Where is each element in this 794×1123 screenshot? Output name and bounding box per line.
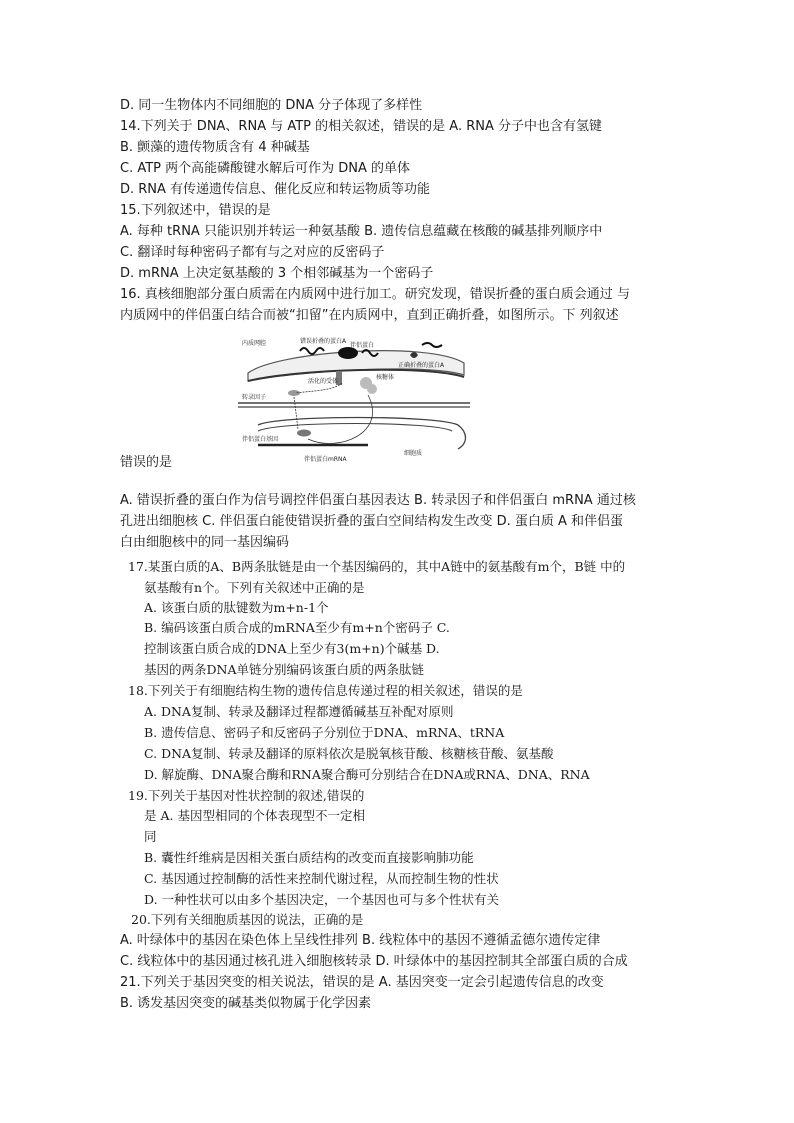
text-line: 20.下列有关细胞质基因的说法，正确的是 [131,912,364,927]
text-line: 14.下列关于 DNA、RNA 与 ATP 的相关叙述，错误的是 A. RNA 分子中也含有氢键 [120,119,602,134]
label-ribosome: 核糖体 [376,374,395,381]
text-line: 同 [144,829,157,844]
text-line: 孔进出细胞核 C. 伴侣蛋白能使错误折叠的蛋白空间结构发生改变 D. 蛋白质 A 和伴侣蛋 [120,514,624,529]
text-line: A. 叶绿体中的基因在染色体上呈线性排列 B. 线粒体中的基因不遵循孟德尔遗传定律 [120,933,601,948]
text-line: B. 颤藻的遗传物质含有 4 种碱基 [120,140,310,155]
er-protein-folding-diagram [238,333,470,468]
text-line: D. 解旋酶、DNA聚合酶和RNA聚合酶可分别结合在DNA或RNA、DNA、RNA [144,767,590,782]
text-line: D. RNA 有传递遗传信息、催化反应和转运物质等功能 [120,182,431,197]
label-transcription-factor: 转录因子 [242,394,267,401]
text-line: B. 囊性纤维病是因相关蛋白质结构的改变而直接影响肺功能 [144,850,474,865]
text-line: D. 同一生物体内不同细胞的 DNA 分子体现了多样性 [120,98,423,113]
text-line: 16. 真核细胞部分蛋白质需在内质网中进行加工。研究发现，错误折叠的蛋白质会通过 与 [120,287,630,302]
text-line: A. 错误折叠的蛋白作为信号调控伴侣蛋白基因表达 B. 转录因子和伴侣蛋白 mRNA 通过核 [120,493,636,508]
label-cytoplasm: 细胞质 [404,450,423,457]
text-line: 19.下列关于基因对性状控制的叙述,错误的 [128,788,365,803]
text-line: C. 线粒体中的基因通过核孔进入细胞核转录 D. 叶绿体中的基因控制其全部蛋白质的合成 [120,954,628,969]
text-line: D. 一种性状可以由多个基因决定，一个基因也可与多个性状有关 [144,892,500,907]
label-correct-protein: 正确折叠的蛋白A [398,362,445,369]
text-line: B. 编码该蛋白质合成的mRNA至少有m+n个密码子 C. [144,620,450,635]
text-line: 控制该蛋白质合成的DNA上至少有3(m+n)个碱基 D. [144,641,440,656]
text-line: C. ATP 两个高能磷酸键水解后可作为 DNA 的单体 [120,161,411,176]
text-line: 基因的两条DNA单链分别编码该蛋白质的两条肽链 [144,662,424,677]
text-line: 是 A. 基因型相同的个体表现型不一定相 [144,808,365,823]
text-line: C. 翻译时每种密码子都有与之对应的反密码子 [120,245,385,260]
text-line: C. 基因通过控制酶的活性来控制代谢过程，从而控制生物的性状 [144,871,499,886]
label-chaperone: 伴侣蛋白 [350,342,375,349]
label-misfolded-protein: 错误折叠的蛋白A [300,338,347,345]
text-line: 氨基酸有n个。下列有关叙述中正确的是 [144,580,365,595]
text-line: D. mRNA 上决定氨基酸的 3 个相邻碱基为一个密码子 [120,266,434,281]
label-receptor: 活化的受体 [308,378,339,385]
label-chaperone-mrna: 伴侣蛋白mRNA [304,456,347,463]
text-line: A. 该蛋白质的肽键数为m+n-1个 [144,600,329,615]
text-line: A. 每种 tRNA 只能识别并转运一种氨基酸 B. 遗传信息蕴藏在核酸的碱基排列顺序中 [120,224,603,239]
text-line: 内质网中的伴侣蛋白结合而被“扣留”在内质网中，直到正确折叠，如图所示。下 列叙述 [120,308,619,323]
text-line: 错误的是 [120,455,173,470]
text-line: 15.下列叙述中，错误的是 [120,203,271,218]
text-line: 17.某蛋白质的A、B两条肽链是由一个基因编码的，其中A链中的氨基酸有m个，B链 中的 [128,559,626,574]
label-chaperone-gene: 伴侣蛋白基因 [242,436,279,443]
text-line: 18.下列关于有细胞结构生物的遗传信息传递过程的相关叙述，错误的是 [128,683,523,698]
label-er-lumen: 内质网腔 [242,340,267,347]
text-line: 白由细胞核中的同一基因编码 [120,535,290,550]
text-line: C. DNA复制、转录及翻译的原料依次是脱氧核苷酸、核糖核苷酸、氨基酸 [144,746,554,761]
text-line: 21.下列关于基因突变的相关说法，错误的是 A. 基因突变一定会引起遗传信息的改变 [120,975,604,990]
text-line: A. DNA复制、转录及翻译过程都遵循碱基互补配对原则 [144,704,454,719]
text-line: B. 遗传信息、密码子和反密码子分别位于DNA、mRNA、tRNA [144,725,505,740]
text-line: B. 诱发基因突变的碱基类似物属于化学因素 [120,996,372,1011]
